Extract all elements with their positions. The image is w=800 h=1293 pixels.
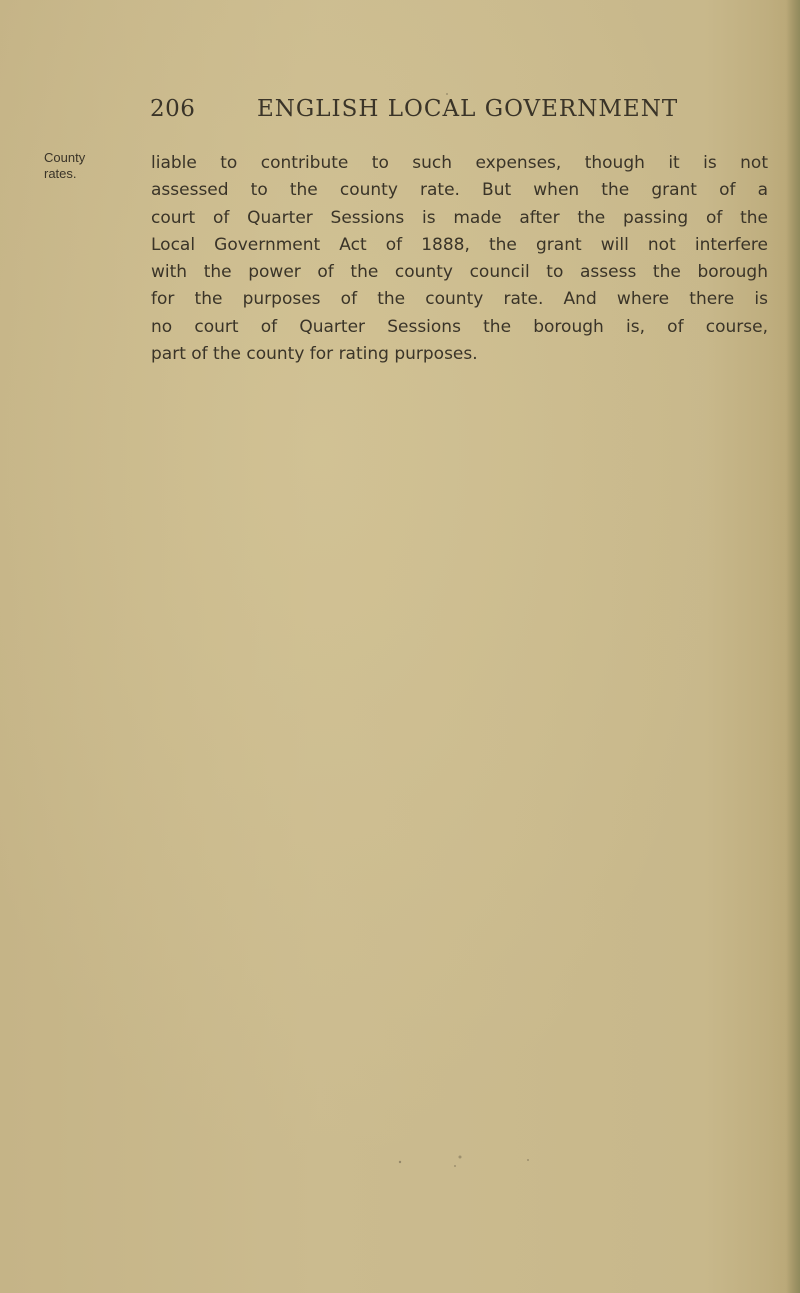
text-line: liable to contribute to such expenses, though it is not: [151, 153, 768, 173]
text-line: for the purposes of the county rate. And where there is: [151, 289, 768, 310]
marginal-note-line: County: [44, 150, 86, 165]
text-line: Local Government Act of 1888, the grant will not interfere: [151, 234, 768, 255]
text-line: assessed to the county rate. But when the grant of a: [151, 180, 768, 201]
page-number: 206: [150, 96, 196, 122]
text-line: court of Quarter Sessions is made after the passing of the: [151, 207, 768, 228]
marginal-note-line: rates.: [44, 166, 77, 181]
text-line: no court of Quarter Sessions the borough is, of course,: [151, 316, 768, 337]
running-head-title: ENGLISH LOCAL GOVERNMENT: [257, 96, 679, 122]
body-paragraph: [151, 150, 768, 368]
marginal-note: [44, 150, 114, 182]
page-edge-shadow: [786, 0, 800, 1293]
running-head: [150, 96, 770, 126]
text-line: with the power of the county council to assess the borough: [151, 262, 768, 283]
text-line: part of the county for rating purposes.: [151, 344, 478, 365]
